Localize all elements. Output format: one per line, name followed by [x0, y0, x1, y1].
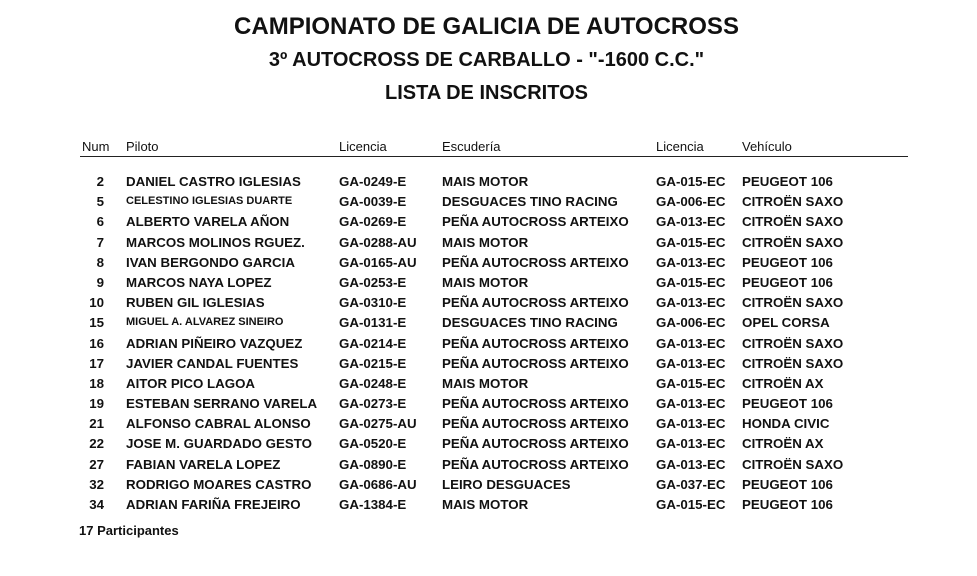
- table-row: [0, 192, 977, 212]
- cell-num: 2: [96, 174, 104, 189]
- cell-licencia-escuderia: GA-015-EC: [656, 274, 726, 290]
- table-header: [0, 138, 977, 156]
- cell-licencia-escuderia: GA-013-EC: [656, 436, 726, 452]
- document-header: [0, 12, 977, 108]
- cell-num: 10: [89, 295, 104, 311]
- cell-vehiculo: PEUGEOT 106: [742, 254, 833, 270]
- table-row: [0, 233, 977, 253]
- cell-vehiculo: HONDA CIVIC: [742, 416, 830, 432]
- cell-licencia: GA-0039-E: [339, 194, 407, 210]
- cell-piloto: MARCOS MOLINOS RGUEZ.: [126, 234, 305, 250]
- cell-licencia-escuderia: GA-006-EC: [656, 194, 726, 210]
- cell-escuderia: PEÑA AUTOCROSS ARTEIXO: [442, 456, 629, 472]
- cell-num: 22: [89, 436, 104, 452]
- cell-piloto: ADRIAN PIÑEIRO VAZQUEZ: [126, 335, 303, 351]
- cell-num: 19: [89, 396, 104, 412]
- header-escuderia: Escudería: [442, 139, 501, 154]
- header-divider: [80, 156, 908, 157]
- cell-vehiculo: CITROËN SAXO: [742, 335, 844, 351]
- cell-num: 34: [89, 497, 104, 512]
- cell-licencia: GA-0165-AU: [339, 254, 417, 270]
- event-title: 3º AUTOCROSS DE CARBALLO - "-1600 C.C.": [268, 49, 705, 71]
- cell-piloto: DANIEL CASTRO IGLESIAS: [126, 174, 301, 189]
- cell-licencia-escuderia: GA-006-EC: [656, 315, 726, 331]
- cell-escuderia: PEÑA AUTOCROSS ARTEIXO: [442, 214, 629, 230]
- header-licencia-escuderia: Licencia: [656, 139, 704, 154]
- cell-vehiculo: CITROËN SAXO: [742, 355, 844, 371]
- cell-num: 32: [89, 476, 104, 492]
- cell-num: 5: [96, 194, 104, 210]
- list-title: LISTA DE INSCRITOS: [385, 82, 588, 104]
- cell-licencia: GA-0288-AU: [339, 234, 417, 250]
- cell-escuderia: DESGUACES TINO RACING: [442, 194, 618, 210]
- table-row: [0, 414, 977, 434]
- table-row: [0, 293, 977, 313]
- cell-num: 27: [89, 456, 104, 472]
- cell-vehiculo: CITROËN SAXO: [742, 194, 844, 210]
- cell-vehiculo: OPEL CORSA: [742, 315, 830, 331]
- cell-vehiculo: CITROËN AX: [742, 436, 824, 452]
- cell-escuderia: PEÑA AUTOCROSS ARTEIXO: [442, 295, 629, 311]
- table-row: [0, 172, 977, 192]
- table-row: [0, 455, 977, 475]
- cell-piloto: ADRIAN FARIÑA FREJEIRO: [126, 497, 301, 512]
- cell-escuderia: PEÑA AUTOCROSS ARTEIXO: [442, 335, 629, 351]
- header-num: Num: [82, 139, 110, 154]
- cell-escuderia: LEIRO DESGUACES: [442, 476, 571, 492]
- cell-vehiculo: PEUGEOT 106: [742, 396, 833, 412]
- cell-num: 15: [89, 315, 104, 331]
- cell-vehiculo: CITROËN SAXO: [742, 456, 844, 472]
- table-row: [0, 475, 977, 495]
- cell-vehiculo: CITROËN SAXO: [742, 234, 844, 250]
- cell-num: 17: [89, 355, 104, 371]
- cell-licencia-escuderia: GA-015-EC: [656, 497, 726, 512]
- entrants-table: [0, 172, 977, 515]
- championship-title: CAMPIONATO DE GALICIA DE AUTOCROSS: [234, 13, 739, 40]
- cell-escuderia: MAIS MOTOR: [442, 274, 529, 290]
- cell-licencia-escuderia: GA-013-EC: [656, 355, 726, 371]
- cell-num: 8: [96, 254, 104, 270]
- table-row: [0, 394, 977, 414]
- cell-num: 6: [96, 214, 104, 230]
- cell-licencia: GA-0248-E: [339, 375, 407, 391]
- cell-num: 9: [96, 274, 104, 290]
- cell-licencia: GA-0131-E: [339, 315, 407, 331]
- cell-piloto: ALFONSO CABRAL ALONSO: [126, 416, 311, 432]
- cell-escuderia: PEÑA AUTOCROSS ARTEIXO: [442, 355, 629, 371]
- cell-vehiculo: PEUGEOT 106: [742, 274, 833, 290]
- cell-licencia-escuderia: GA-015-EC: [656, 234, 726, 250]
- cell-licencia: GA-1384-E: [339, 497, 407, 512]
- table-row: [0, 354, 977, 374]
- cell-licencia: GA-0249-E: [339, 174, 407, 189]
- cell-licencia-escuderia: GA-013-EC: [656, 295, 726, 311]
- cell-piloto: JAVIER CANDAL FUENTES: [126, 355, 299, 371]
- participants-count: 17 Participantes: [79, 523, 179, 538]
- cell-vehiculo: CITROËN SAXO: [742, 214, 844, 230]
- cell-piloto: MARCOS NAYA LOPEZ: [126, 274, 272, 290]
- cell-licencia: GA-0253-E: [339, 274, 407, 290]
- cell-licencia: GA-0520-E: [339, 436, 407, 452]
- cell-escuderia: PEÑA AUTOCROSS ARTEIXO: [442, 416, 629, 432]
- cell-piloto: JOSE M. GUARDADO GESTO: [126, 436, 312, 452]
- cell-escuderia: DESGUACES TINO RACING: [442, 315, 618, 331]
- cell-escuderia: PEÑA AUTOCROSS ARTEIXO: [442, 254, 629, 270]
- header-licencia: Licencia: [339, 139, 387, 154]
- table-row: [0, 313, 977, 333]
- table-row: [0, 495, 977, 515]
- table-row: [0, 334, 977, 354]
- cell-escuderia: PEÑA AUTOCROSS ARTEIXO: [442, 436, 629, 452]
- cell-licencia-escuderia: GA-013-EC: [656, 335, 726, 351]
- header-piloto: Piloto: [126, 139, 159, 154]
- cell-licencia-escuderia: GA-013-EC: [656, 456, 726, 472]
- table-row: [0, 273, 977, 293]
- cell-piloto: ALBERTO VARELA AÑON: [126, 214, 290, 230]
- cell-piloto: ESTEBAN SERRANO VARELA: [126, 396, 318, 412]
- cell-num: 7: [96, 234, 104, 250]
- cell-licencia: GA-0269-E: [339, 214, 407, 230]
- cell-escuderia: MAIS MOTOR: [442, 174, 529, 189]
- cell-licencia: GA-0214-E: [339, 335, 407, 351]
- cell-licencia: GA-0273-E: [339, 396, 407, 412]
- table-row: [0, 374, 977, 394]
- cell-licencia-escuderia: GA-013-EC: [656, 214, 726, 230]
- table-row: [0, 212, 977, 232]
- cell-licencia-escuderia: GA-013-EC: [656, 254, 726, 270]
- cell-escuderia: MAIS MOTOR: [442, 375, 529, 391]
- cell-escuderia: PEÑA AUTOCROSS ARTEIXO: [442, 396, 629, 412]
- header-vehiculo: Vehículo: [742, 139, 792, 154]
- cell-licencia-escuderia: GA-013-EC: [656, 396, 726, 412]
- cell-licencia-escuderia: GA-013-EC: [656, 416, 726, 432]
- cell-licencia: GA-0275-AU: [339, 416, 417, 432]
- cell-licencia-escuderia: GA-037-EC: [656, 476, 726, 492]
- cell-piloto: MIGUEL A. ALVAREZ SINEIRO: [126, 316, 284, 329]
- cell-piloto: IVAN BERGONDO GARCIA: [126, 254, 295, 270]
- cell-piloto: FABIAN VARELA LOPEZ: [126, 456, 281, 472]
- cell-num: 18: [89, 375, 104, 391]
- cell-licencia-escuderia: GA-015-EC: [656, 174, 726, 189]
- cell-escuderia: MAIS MOTOR: [442, 497, 529, 512]
- cell-piloto: CELESTINO IGLESIAS DUARTE: [126, 195, 293, 208]
- cell-num: 21: [89, 416, 104, 432]
- cell-licencia: GA-0686-AU: [339, 476, 417, 492]
- cell-piloto: AITOR PICO LAGOA: [126, 375, 256, 391]
- table-row: [0, 253, 977, 273]
- cell-piloto: RUBEN GIL IGLESIAS: [126, 295, 265, 311]
- table-row: [0, 434, 977, 454]
- cell-licencia: GA-0310-E: [339, 295, 407, 311]
- cell-piloto: RODRIGO MOARES CASTRO: [126, 476, 312, 492]
- cell-vehiculo: PEUGEOT 106: [742, 497, 833, 512]
- cell-vehiculo: PEUGEOT 106: [742, 174, 833, 189]
- cell-vehiculo: CITROËN SAXO: [742, 295, 844, 311]
- cell-licencia: GA-0890-E: [339, 456, 407, 472]
- cell-num: 16: [89, 335, 104, 351]
- cell-licencia-escuderia: GA-015-EC: [656, 375, 726, 391]
- cell-escuderia: MAIS MOTOR: [442, 234, 529, 250]
- cell-vehiculo: CITROËN AX: [742, 375, 824, 391]
- cell-vehiculo: PEUGEOT 106: [742, 476, 833, 492]
- cell-licencia: GA-0215-E: [339, 355, 407, 371]
